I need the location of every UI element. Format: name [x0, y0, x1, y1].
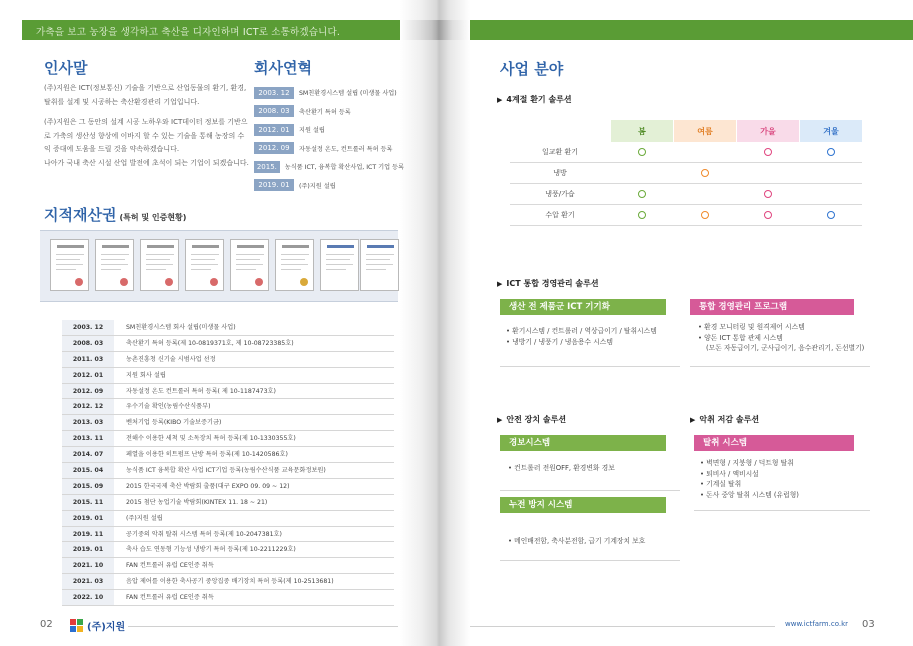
- table-text-cell: SM친환경시스템 회사 설립(미생물 사업): [126, 324, 236, 331]
- ip-title: [44, 204, 186, 225]
- table-date-cell: 2003. 12: [62, 320, 114, 335]
- table-row: [62, 415, 394, 431]
- table-row: [62, 447, 394, 463]
- table-date-cell: 2015. 11: [62, 495, 114, 510]
- table-date-cell: 2008. 03: [62, 336, 114, 351]
- season-header: [510, 120, 862, 142]
- season-row-label: 수압 환기: [545, 211, 575, 219]
- certificate-image: [230, 239, 269, 291]
- history-item: [254, 104, 404, 119]
- history-text: 지원 설립: [299, 127, 325, 134]
- season-row: [510, 205, 862, 226]
- season-row: [510, 184, 862, 205]
- footer-rule: [470, 626, 775, 627]
- list-item: • 기계실 탈취: [700, 480, 742, 488]
- circle-mark-icon: [701, 169, 709, 177]
- table-date-cell: 2021. 10: [62, 558, 114, 573]
- intro-line: 탈취를 설계 및 시공하는 축산환경관리 기업입니다.: [44, 97, 200, 106]
- intro-line: 나아가 국내 축산 시설 산업 발전에 초석이 되는 기업이 되겠습니다.: [44, 158, 249, 167]
- odor-subtitle-text: 악취 저감 솔루션: [699, 415, 760, 424]
- logo-text: (주)지원: [87, 622, 126, 633]
- page-number-left: 02: [40, 619, 53, 630]
- history-text: SM친환경시스템 설립 (미생물 사업): [299, 90, 397, 97]
- history-date: 2012. 09: [254, 142, 294, 154]
- table-row: [62, 368, 394, 384]
- season-cell: [674, 163, 736, 183]
- certificate-image: [50, 239, 89, 291]
- table-row: [62, 352, 394, 368]
- company-logo: [70, 618, 125, 633]
- season-cell: [611, 184, 673, 204]
- history-date: 2012. 01: [254, 124, 294, 136]
- safety-box1-title: 경보시스템: [500, 435, 666, 451]
- season-spring: 봄: [611, 120, 673, 142]
- table-text-cell: 2015 한국국제 축산 박람회 출품(대구 EXPO 09. 09 ~ 12): [126, 482, 290, 490]
- footer-rule: [128, 626, 398, 627]
- season-cell: [737, 205, 799, 225]
- circle-mark-icon: [764, 190, 772, 198]
- season-row: [510, 163, 862, 184]
- season-row-label: 냉풍/가습: [545, 190, 575, 198]
- history-date: 2019. 01: [254, 179, 294, 191]
- circle-mark-icon: [638, 190, 646, 198]
- table-text-cell: (주)지원 설립: [126, 514, 163, 522]
- safety-box1-list: [508, 463, 615, 474]
- intro-paragraph-2: [44, 116, 249, 170]
- table-date-cell: 2019. 11: [62, 527, 114, 542]
- table-row: [62, 479, 394, 495]
- table-text-cell: 페열을 이용한 히트펌프 난방 특허 등록(제 10-1420586호): [126, 451, 288, 459]
- safety-subtitle: [497, 414, 566, 425]
- history-item: [254, 141, 404, 156]
- list-item: • 환기시스템 / 컨트롤러 / 역상급이기 / 탈취시스템: [506, 327, 657, 335]
- banner-gutter-shade: [400, 20, 470, 40]
- table-text-cell: 공기중의 악취 탈취 시스템 특허 등록(제 10-2047381호): [126, 530, 282, 538]
- table-date-cell: 2012. 01: [62, 368, 114, 383]
- safety-box2-title: 누전 방지 시스템: [500, 497, 666, 513]
- website-url[interactable]: www.ictfarm.co.kr: [785, 620, 849, 628]
- table-row: [62, 590, 394, 606]
- table-text-cell: 음압 제어를 이용한 축사공기 중앙집중 배기장치 특허 등록(제 10-2513681): [126, 578, 334, 586]
- history-item: [254, 159, 404, 174]
- season-cell: [674, 142, 736, 162]
- season-cell: [611, 163, 673, 183]
- intro-line: 익 증대에 도움을 드릴 것을 약속하겠습니다.: [44, 145, 180, 153]
- history-text: (주)지원 설립: [299, 182, 336, 190]
- ict-box2-note: (모돈 자동급이기, 군사급이기, 음수관리기, 돈선별기): [706, 344, 865, 352]
- table-date-cell: 2015. 04: [62, 463, 114, 478]
- list-item: • 퇴비사 / 액비시설: [700, 469, 759, 478]
- table-date-cell: 2013. 03: [62, 415, 114, 430]
- intro-title: 인사말: [44, 59, 88, 77]
- table-row: [62, 511, 394, 527]
- circle-mark-icon: [638, 211, 646, 219]
- table-row: [62, 320, 394, 336]
- intro-line: 로 가축의 생산성 향상에 이바지 할 수 있는 기술을 통해 농장의 수: [44, 131, 245, 140]
- table-row: [62, 463, 394, 479]
- season-cell: [800, 142, 862, 162]
- table-row: [62, 431, 394, 447]
- triangle-bullet-icon: ▶: [497, 96, 503, 104]
- ict-box2: [690, 315, 870, 367]
- circle-mark-icon: [764, 211, 772, 219]
- certificate-image: [275, 239, 314, 291]
- season-row-label: 냉방: [553, 169, 567, 177]
- season-cell: [611, 142, 673, 162]
- table-text-cell: FAN 컨트롤러 유럽 CE인증 취득: [126, 594, 214, 602]
- table-text-cell: 2015 첨단 농업기술 박람회(KINTEX 11. 18 ~ 21): [126, 498, 268, 506]
- ict-box1-title: 생산 전 제품군 ICT 기기화: [500, 299, 666, 315]
- intro-line: (주)지원은 그 동안의 설계 시공 노하우와 ICT데이터 정보를 기반으: [44, 118, 248, 126]
- table-row: [62, 384, 394, 400]
- season-subtitle: [497, 94, 572, 105]
- history-item: [254, 122, 404, 137]
- table-text-cell: FAN 컨트롤러 유럽 CE인증 취득: [126, 562, 214, 570]
- table-text-cell: 지원 회사 설립: [126, 371, 166, 379]
- circle-mark-icon: [638, 148, 646, 156]
- table-row: [62, 574, 394, 590]
- table-date-cell: 2011. 03: [62, 352, 114, 367]
- table-text-cell: 농촌진흥청 신기술 시범사업 선정: [126, 355, 216, 363]
- table-date-cell: 2021. 03: [62, 574, 114, 589]
- season-cell: [674, 205, 736, 225]
- list-item: • 돈사 중앙 탈취 시스템 (유럽형): [700, 490, 799, 499]
- table-row: [62, 495, 394, 511]
- table-text-cell: 자동설정 온도 컨트롤러 특허 등록( 제 10-1187473호): [126, 387, 276, 395]
- table-text-cell: 축사 습도 연동형 기능성 냉방기 특허 등록(제 10-2211229호): [126, 546, 296, 554]
- safety-box2: [500, 513, 680, 561]
- circle-mark-icon: [827, 148, 835, 156]
- table-date-cell: 2019. 01: [62, 511, 114, 526]
- certificate-image: [140, 239, 179, 291]
- circle-mark-icon: [764, 148, 772, 156]
- list-item: • 컨트롤러 전원OFF, 환경변화 경보: [508, 464, 615, 472]
- ict-box2-list: [698, 322, 864, 354]
- table-date-cell: 2012. 12: [62, 399, 114, 414]
- certificate-image: [185, 239, 224, 291]
- intro-line: (주)지원은 ICT(정보통신) 기술을 기반으로 산업동물의 환기, 환경,: [44, 84, 247, 92]
- certificate-image: [95, 239, 134, 291]
- triangle-bullet-icon: ▶: [690, 416, 696, 424]
- season-summer: 여름: [674, 120, 736, 142]
- history-date: 2003. 12: [254, 87, 294, 99]
- table-date-cell: 2014. 07: [62, 447, 114, 462]
- season-row-label: 일교환 환기: [541, 148, 579, 156]
- table-text-cell: 농식품 ICT 융복합 확산 사업 ICT기업 등록(농림수산식품 교육문화정보원): [126, 467, 326, 475]
- season-cell: [737, 163, 799, 183]
- safety-box2-list: [508, 536, 645, 547]
- season-subtitle-text: 4계절 환기 솔루션: [506, 95, 572, 104]
- table-date-cell: 2012. 09: [62, 384, 114, 399]
- certificate-image: [320, 239, 359, 291]
- ict-subtitle: [497, 278, 599, 289]
- odor-box-title: 탈취 시스템: [694, 435, 854, 451]
- list-item: • 양돈 ICT 통합 관제 시스템: [698, 333, 783, 342]
- list-item: • 벽면형 / 지붕형 / 덕트형 탈취: [700, 459, 794, 467]
- odor-list: [700, 458, 799, 500]
- odor-box: [694, 451, 870, 511]
- table-text-cell: 전해수 이용한 세척 및 소독장치 특허 등록(제 10-1330355호): [126, 435, 296, 443]
- season-rows: [510, 142, 862, 226]
- page-gutter: [400, 0, 470, 646]
- season-table: [510, 120, 862, 226]
- table-date-cell: 2019. 01: [62, 542, 114, 557]
- circle-mark-icon: [701, 211, 709, 219]
- list-item: • 메인배전함, 축사분전함, 급기 기계장치 보호: [508, 537, 646, 545]
- season-cell: [800, 184, 862, 204]
- table-date-cell: 2022. 10: [62, 590, 114, 605]
- table-text-cell: 우수기술 확인(농림수산식품부): [126, 403, 211, 411]
- list-item: • 환경 모니터링 및 원격제어 시스템: [698, 323, 805, 331]
- table-text-cell: 벤처기업 등록(KIBO 기술보증기금): [126, 419, 222, 427]
- safety-box1: [500, 451, 680, 491]
- safety-subtitle-text: 안전 장치 솔루션: [506, 415, 567, 424]
- history-date: 2015.: [254, 161, 280, 173]
- triangle-bullet-icon: ▶: [497, 416, 503, 424]
- table-row: [62, 558, 394, 574]
- history-list: [254, 85, 404, 196]
- table-row: [62, 542, 394, 558]
- season-cell: [737, 184, 799, 204]
- season-cell: [800, 205, 862, 225]
- season-autumn: 가을: [737, 120, 799, 142]
- list-item: • 냉방기 / 냉풍기 / 냉음용수 시스템: [506, 337, 613, 346]
- ict-box1: [500, 315, 680, 367]
- season-cell: [674, 184, 736, 204]
- intro-paragraph-1: [44, 82, 246, 109]
- logo-mark-icon: [70, 619, 83, 632]
- table-row: [62, 527, 394, 543]
- history-date: 2008. 03: [254, 105, 294, 117]
- patent-history-table: [62, 320, 394, 606]
- season-cell: [737, 142, 799, 162]
- season-winter: 겨울: [800, 120, 862, 142]
- certificate-image: [360, 239, 399, 291]
- history-title: 회사연혁: [254, 59, 312, 77]
- table-row: [62, 336, 394, 352]
- ip-title-text: 지적재산권: [44, 206, 117, 224]
- ict-subtitle-text: ICT 통합 경영관리 솔루션: [506, 279, 599, 288]
- ict-box1-list: [506, 326, 657, 347]
- odor-subtitle: [690, 414, 759, 425]
- table-text-cell: 축산환기 특허 등록(제 10-0819371호, 제 10-08723385호): [126, 339, 294, 347]
- history-item: [254, 85, 404, 100]
- history-item: [254, 178, 404, 193]
- season-row: [510, 142, 862, 163]
- table-date-cell: 2015. 09: [62, 479, 114, 494]
- ict-box2-title: 통합 경영관리 프로그램: [690, 299, 854, 315]
- history-text: 농식품 ICT, 융복합 확산사업, ICT 기업 등록: [284, 164, 404, 171]
- history-text: 축산환기 특허 등록: [299, 108, 351, 116]
- season-cell: [800, 163, 862, 183]
- triangle-bullet-icon: ▶: [497, 280, 503, 288]
- page-number-right: 03: [862, 619, 875, 630]
- business-title: 사업 분야: [500, 60, 564, 78]
- certificate-strip: [40, 230, 398, 302]
- circle-mark-icon: [827, 211, 835, 219]
- table-date-cell: 2013. 11: [62, 431, 114, 446]
- ip-subtitle: (특허 및 인증현황): [119, 213, 187, 222]
- banner-text: 가축을 보고 농장을 생각하고 축산을 디자인하며 ICT로 소통하겠습니다.: [36, 27, 341, 38]
- table-row: [62, 399, 394, 415]
- season-cell: [611, 205, 673, 225]
- history-text: 자동설정 온도, 컨트롤러 특허 등록: [299, 145, 393, 153]
